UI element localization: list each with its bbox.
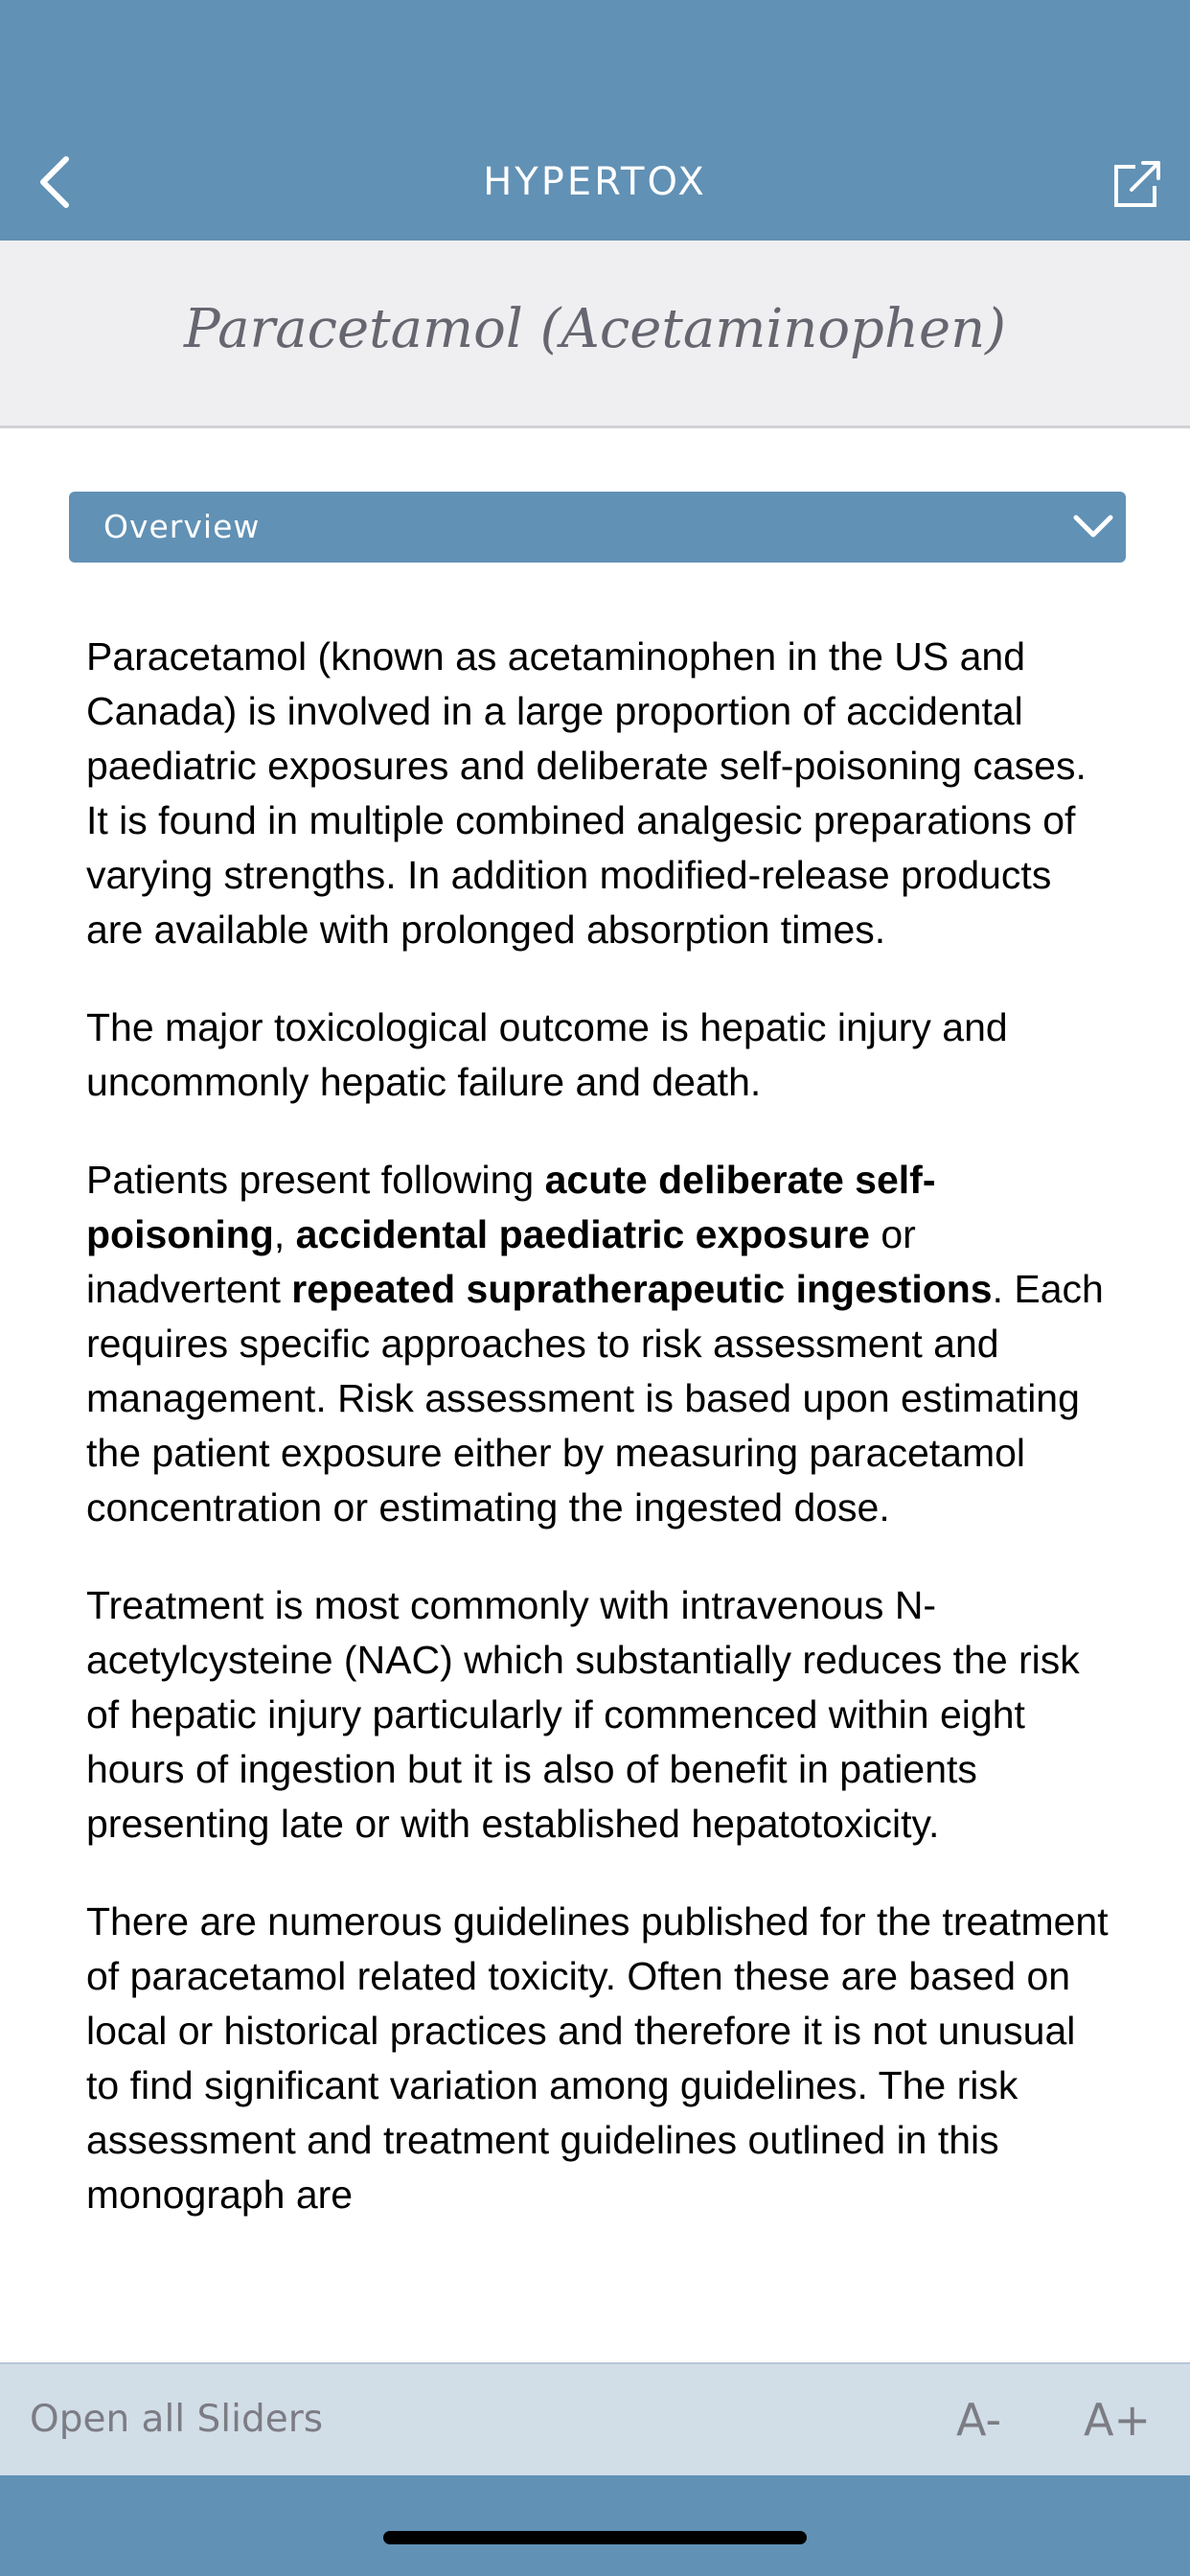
font-decrease-button[interactable]: A- [956,2394,1002,2446]
home-indicator [383,2531,807,2544]
footer-toolbar [0,2362,1190,2475]
section-dropdown-label: Overview [103,508,261,545]
chevron-down-icon [1070,510,1116,544]
external-link-button[interactable] [1107,153,1168,215]
text-span: . Each requires specific approaches to risk assessment and management. Risk assessment is based upon estimating the patient exposure either by measuring paracetamol concentration or estimating the ingested dose. [86,1267,1104,1530]
section-dropdown[interactable] [69,492,1126,563]
paragraph-intro: Paracetamol (known as acetaminophen in the US and Canada) is involved in a large proportion of accidental paediatric exposures and deliberate self-poisoning cases. It is found in multiple combined analgesic preparations of varying strengths. In addition modified-release products are available with prolonged absorption times. [86,634,1087,952]
open-all-sliders-button[interactable]: Open all Sliders [30,2398,324,2441]
title-band [0,241,1190,428]
bold-term: acute deliberate self-poisoning [86,1158,936,1256]
paragraph-treatment: Treatment is most commonly with intravenous N-acetylcysteine (NAC) which substantially reduces the risk of hepatic injury particularly if commenced within eight hours of ingestion but it is also of benefit in patients presenting late or with established hepatotoxicity. [86,1583,1080,1846]
bottom-safe-area [0,2475,1190,2576]
paragraph-guidelines: There are numerous guidelines published for the treatment of paracetamol related toxicity. Often these are based on local or historical practices and therefore it is not unusual to find significant variation among guidelines. The risk assessment and treatment guidelines outlined in this monograph are [86,1899,1109,2217]
text-span: or inadvertent [86,1212,916,1311]
navigation-bar [0,0,1190,241]
font-increase-button[interactable]: A+ [1084,2394,1152,2446]
bold-term: repeated supratherapeutic ingestions [291,1267,993,1311]
app-title: HYPERTOX [483,160,707,204]
bold-term: accidental paediatric exposure [295,1212,870,1256]
article-body [86,630,1111,2362]
text-span: Patients present following [86,1158,545,1202]
paragraph-presentation [86,1153,1111,1535]
text-span: , [273,1212,296,1256]
page-title: Paracetamol (Acetaminophen) [183,298,1007,360]
external-link-icon [1112,159,1162,209]
paragraph-outcome: The major toxicological outcome is hepatic injury and uncommonly hepatic failure and death. [86,1005,1008,1104]
